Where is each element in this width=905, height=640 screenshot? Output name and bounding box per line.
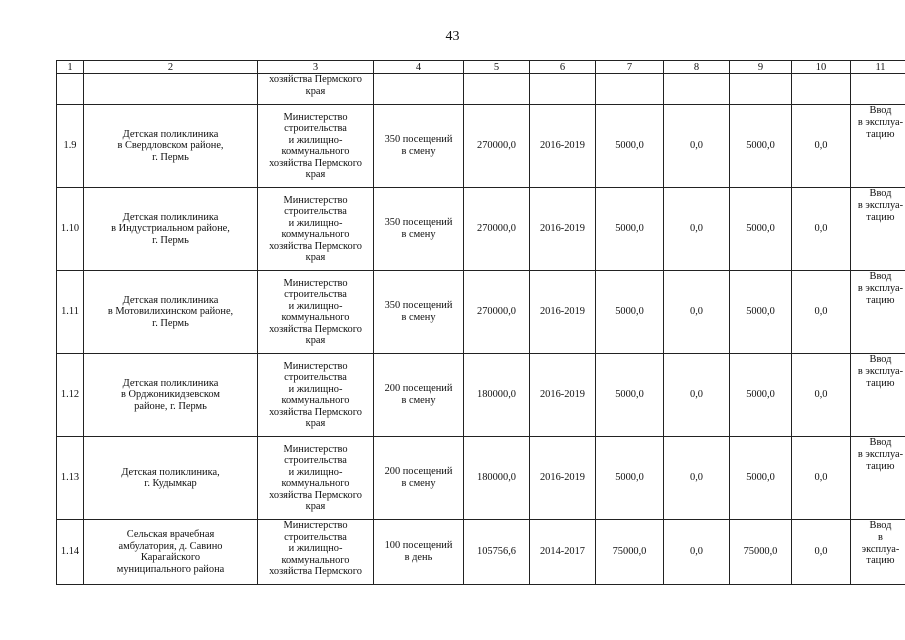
result: Ввод в эксплуа- тацию	[857, 188, 904, 223]
col-header-4: 4	[374, 61, 464, 74]
col-header-10: 10	[792, 61, 851, 74]
table-row	[57, 520, 905, 585]
capacity: 200 посещений в смену	[384, 466, 453, 489]
col-header-5: 5	[464, 61, 530, 74]
row-number: 1.11	[61, 306, 79, 318]
col-header-11: 11	[851, 61, 905, 74]
col9-value: 5000,0	[746, 223, 775, 235]
total-cost: 270000,0	[477, 223, 516, 235]
col7-value: 5000,0	[615, 389, 644, 401]
col10-value: 0,0	[814, 472, 828, 484]
object-name: Детская поликлиника, г. Кудымкар	[121, 466, 220, 489]
row-number: 1.9	[63, 140, 77, 152]
col7-value: 5000,0	[615, 223, 644, 235]
result: Ввод в эксплуа- тацию	[857, 271, 904, 306]
responsible-org: Министерство строительства и жилищно- коммунального хозяйства Пермского края	[269, 111, 362, 180]
row-number: 1.10	[60, 223, 80, 235]
col-header-9: 9	[730, 61, 792, 74]
capacity: 200 посещений в смену	[384, 383, 453, 406]
table-row	[57, 437, 905, 520]
col10-value: 0,0	[814, 306, 828, 318]
object-name: Сельская врачебная амбулатория, д. Савино Карагайского муниципального района	[116, 529, 225, 575]
capacity: 350 посещений в смену	[384, 134, 453, 157]
total-cost: 105756,6	[477, 546, 516, 558]
row-number: 1.12	[60, 389, 80, 401]
result: Ввод в эксплуа- тацию	[861, 520, 900, 567]
table-row	[57, 188, 905, 271]
col10-value: 0,0	[814, 223, 828, 235]
period: 2016-2019	[539, 472, 586, 484]
row-number: 1.13	[60, 472, 80, 484]
period: 2016-2019	[539, 306, 586, 318]
col7-value: 5000,0	[615, 472, 644, 484]
object-name: Детская поликлиника в Орджоникидзевском районе, г. Пермь	[121, 377, 220, 412]
responsible-org: Министерство строительства и жилищно- коммунального хозяйства Пермского	[269, 520, 362, 577]
col-header-8: 8	[664, 61, 730, 74]
table-row	[57, 105, 905, 188]
period: 2016-2019	[539, 389, 586, 401]
col-header-3: 3	[258, 61, 374, 74]
result: Ввод в эксплуа- тацию	[857, 437, 904, 472]
col8-value: 0,0	[690, 389, 703, 401]
page-number: 43	[445, 29, 460, 44]
col9-value: 5000,0	[746, 389, 775, 401]
total-cost: 270000,0	[477, 140, 516, 152]
total-cost: 270000,0	[477, 306, 516, 318]
col8-value: 0,0	[690, 472, 703, 484]
responsible-org: Министерство строительства и жилищно- коммунального хозяйства Пермского края	[269, 277, 362, 346]
responsible-org: Министерство строительства и жилищно- коммунального хозяйства Пермского края	[269, 360, 362, 429]
capacity: 350 посещений в смену	[384, 300, 453, 323]
col9-value: 5000,0	[746, 472, 775, 484]
table-row	[57, 271, 905, 354]
col-header-2: 2	[84, 61, 258, 74]
col-header-6: 6	[530, 61, 596, 74]
table-row	[57, 354, 905, 437]
col10-value: 0,0	[814, 140, 828, 152]
period: 2016-2019	[539, 223, 586, 235]
total-cost: 180000,0	[477, 389, 516, 401]
col8-value: 0,0	[690, 306, 703, 318]
result: Ввод в эксплуа- тацию	[857, 105, 904, 140]
col8-value: 0,0	[690, 546, 703, 558]
object-name: Детская поликлиника в Индустриальном районе, г. Пермь	[111, 211, 230, 246]
col10-value: 0,0	[814, 546, 828, 558]
responsible-org: Министерство строительства и жилищно- коммунального хозяйства Пермского края	[269, 443, 362, 512]
capacity: 350 посещений в смену	[384, 217, 453, 240]
col8-value: 0,0	[690, 223, 703, 235]
object-name: Детская поликлиника в Мотовилихинском районе, г. Пермь	[107, 294, 234, 329]
result: Ввод в эксплуа- тацию	[857, 354, 904, 389]
col9-value: 5000,0	[746, 306, 775, 318]
col-header-1: 1	[57, 61, 84, 74]
continuation-row	[57, 74, 905, 105]
capacity: 100 посещений в день	[384, 540, 453, 563]
period: 2016-2019	[539, 140, 586, 152]
row-number: 1.14	[60, 546, 80, 558]
col-header-7: 7	[596, 61, 664, 74]
col10-value: 0,0	[814, 389, 828, 401]
column-number-row	[57, 61, 905, 74]
col7-value: 5000,0	[615, 306, 644, 318]
responsible-org: Министерство строительства и жилищно- коммунального хозяйства Пермского края	[269, 194, 362, 263]
continued-org-text: хозяйства Пермского края	[269, 74, 362, 97]
col8-value: 0,0	[690, 140, 703, 152]
col9-value: 5000,0	[746, 140, 775, 152]
period: 2014-2017	[539, 546, 586, 558]
col7-value: 5000,0	[615, 140, 644, 152]
object-name: Детская поликлиника в Свердловском районе, г. Пермь	[117, 128, 224, 163]
total-cost: 180000,0	[477, 472, 516, 484]
col9-value: 75000,0	[743, 546, 778, 558]
program-table	[56, 60, 905, 585]
col7-value: 75000,0	[612, 546, 647, 558]
